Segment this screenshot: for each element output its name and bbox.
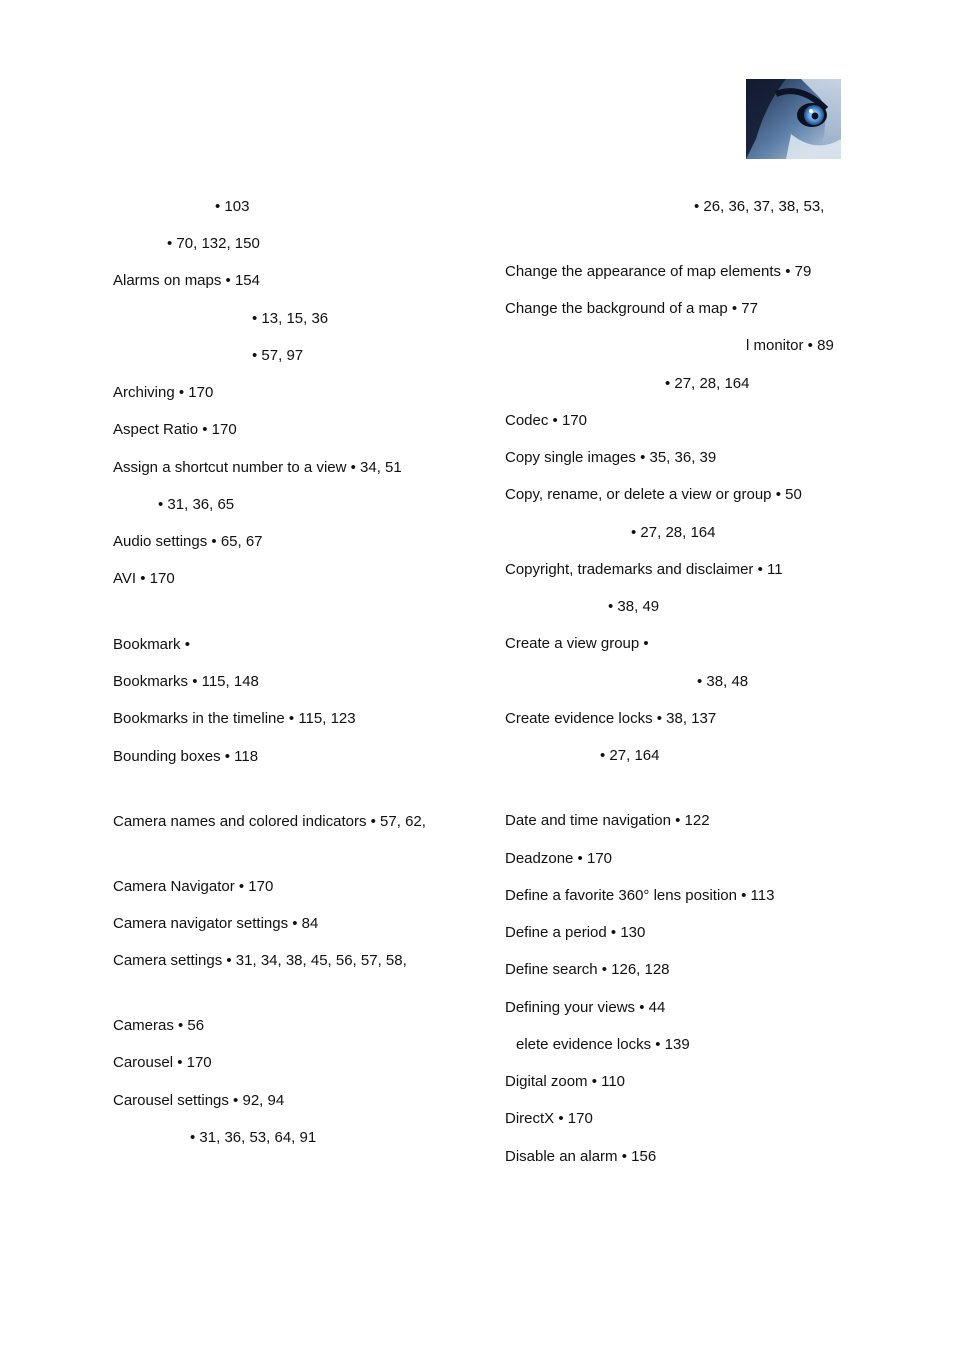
index-entry: l monitor • 89 bbox=[746, 337, 834, 354]
index-entry: elete evidence locks • 139 bbox=[516, 1036, 690, 1053]
index-entry: Deadzone • 170 bbox=[505, 850, 612, 867]
index-entry: Copy single images • 35, 36, 39 bbox=[505, 449, 717, 466]
index-entry: Camera names and colored indicators • 57, 62, bbox=[113, 813, 426, 830]
index-entry: • 27, 164 bbox=[600, 747, 660, 764]
index-entry: • 31, 36, 65 bbox=[158, 496, 235, 513]
index-entry: Define a favorite 360° lens position • 113 bbox=[505, 887, 775, 904]
index-entry: Camera Navigator • 170 bbox=[113, 878, 274, 895]
index-entry: Camera navigator settings • 84 bbox=[113, 915, 319, 932]
index-entry: • 70, 132, 150 bbox=[167, 235, 260, 252]
index-entry: Assign a shortcut number to a view • 34, 51 bbox=[113, 459, 402, 476]
index-entry: Alarms on maps • 154 bbox=[113, 272, 260, 289]
index-entry: Bookmark • bbox=[113, 636, 190, 653]
index-entry: Carousel • 170 bbox=[113, 1054, 212, 1071]
index-entry: • 26, 36, 37, 38, 53, bbox=[694, 198, 825, 215]
index-entry: AVI • 170 bbox=[113, 570, 175, 587]
index-entry: Bookmarks • 115, 148 bbox=[113, 673, 259, 690]
index-entry: Camera settings • 31, 34, 38, 45, 56, 57, 58, bbox=[113, 952, 407, 969]
index-entry: • 38, 48 bbox=[697, 673, 749, 690]
index-entry: • 103 bbox=[215, 198, 250, 215]
index-entry: Cameras • 56 bbox=[113, 1017, 205, 1034]
index-entry: • 38, 49 bbox=[608, 598, 660, 615]
index-entry: • 31, 36, 53, 64, 91 bbox=[190, 1129, 317, 1146]
index-entry: Change the background of a map • 77 bbox=[505, 300, 758, 317]
index-entry: Carousel settings • 92, 94 bbox=[113, 1092, 285, 1109]
index-entry: • 27, 28, 164 bbox=[631, 524, 716, 541]
index-entry: Copy, rename, or delete a view or group • 50 bbox=[505, 486, 802, 503]
index-entry: Bookmarks in the timeline • 115, 123 bbox=[113, 710, 356, 727]
index-entry: Digital zoom • 110 bbox=[505, 1073, 626, 1090]
index-entry: Define search • 126, 128 bbox=[505, 961, 670, 978]
index-entry: Archiving • 170 bbox=[113, 384, 214, 401]
index-entry: Aspect Ratio • 170 bbox=[113, 421, 237, 438]
index-entry: Change the appearance of map elements • 79 bbox=[505, 263, 812, 280]
index-entry: DirectX • 170 bbox=[505, 1110, 593, 1127]
index-entry: • 57, 97 bbox=[252, 347, 304, 364]
index-entry: Bounding boxes • 118 bbox=[113, 748, 259, 765]
index-entry: Create a view group • bbox=[505, 635, 649, 652]
index-entry: • 13, 15, 36 bbox=[252, 310, 329, 327]
index-entry: Codec • 170 bbox=[505, 412, 587, 429]
index-entry: Copyright, trademarks and disclaimer • 11 bbox=[505, 561, 783, 578]
index-entry: • 27, 28, 164 bbox=[665, 375, 750, 392]
index-entry: Defining your views • 44 bbox=[505, 999, 666, 1016]
index-entry: Date and time navigation • 122 bbox=[505, 812, 710, 829]
index-entry: Define a period • 130 bbox=[505, 924, 646, 941]
wolf-eye-logo bbox=[746, 79, 841, 159]
index-entry: Create evidence locks • 38, 137 bbox=[505, 710, 717, 727]
index-entry: Disable an alarm • 156 bbox=[505, 1148, 657, 1165]
index-entry: Audio settings • 65, 67 bbox=[113, 533, 263, 550]
